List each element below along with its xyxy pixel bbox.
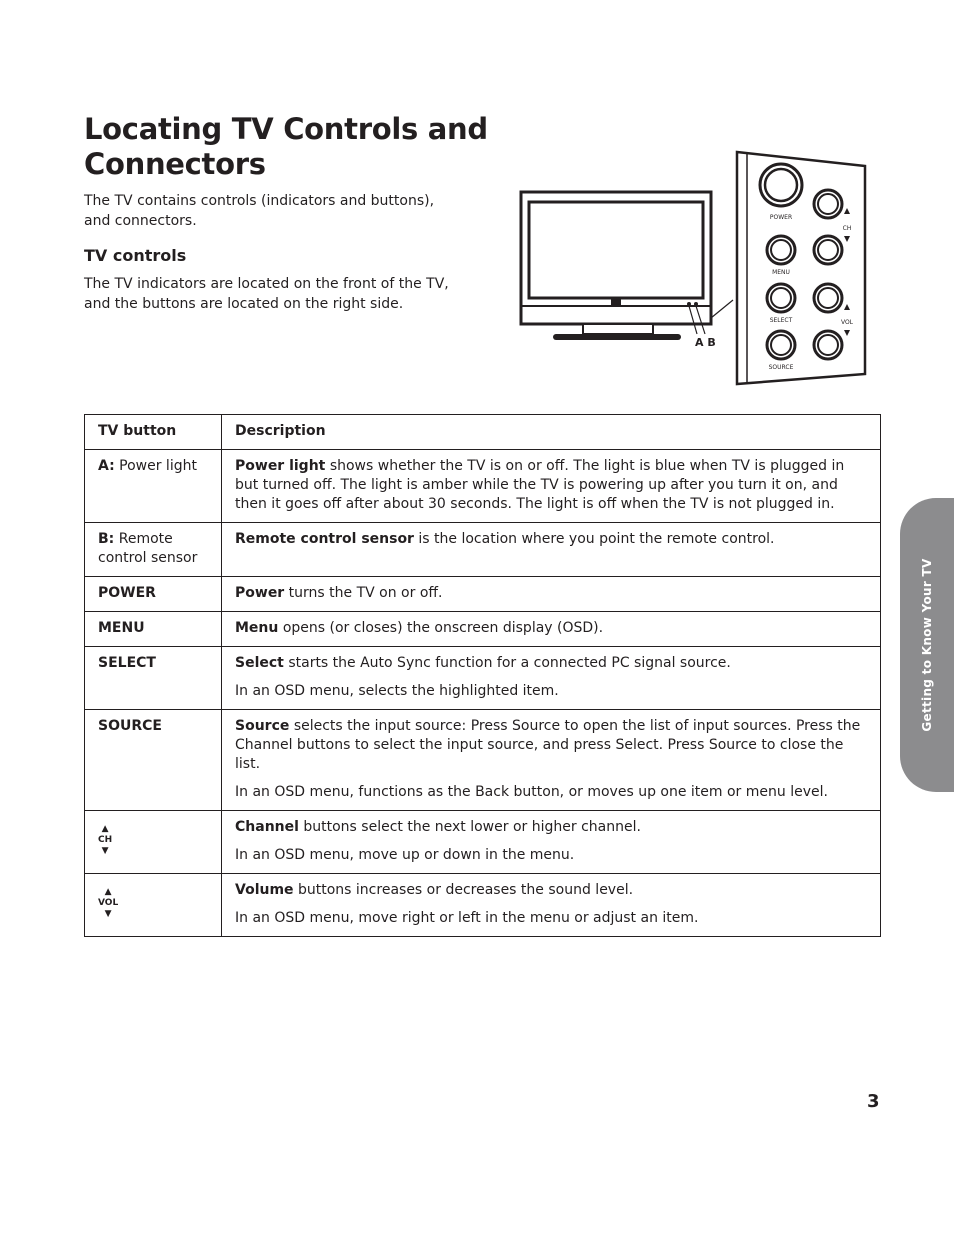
row-desc-bold: Power light <box>235 458 326 474</box>
header-cell-button: TV button <box>85 415 222 450</box>
row-desc: buttons select the next lower or higher channel. <box>298 819 641 835</box>
tv-controls-table <box>84 414 881 937</box>
section-heading: TV controls <box>84 246 187 265</box>
row-key: SOURCE <box>98 718 162 734</box>
row-desc: turns the TV on or off. <box>284 585 443 601</box>
row-desc-extra: In an OSD menu, selects the highlighted item. <box>235 683 559 699</box>
table-row <box>85 523 881 577</box>
channel-arrows-icon <box>98 824 112 857</box>
row-desc: is the location where you point the remote control. <box>413 531 775 547</box>
table-row <box>85 811 881 874</box>
vol-icon-label: VOL <box>98 898 119 908</box>
table-row <box>85 450 881 523</box>
arrow-up-icon: ▲ <box>104 887 112 897</box>
table-header-row <box>85 415 881 450</box>
arrow-down-icon: ▼ <box>104 909 112 919</box>
indicator-label: A B <box>695 336 716 349</box>
table-row <box>85 612 881 647</box>
row-desc-bold: Menu <box>235 620 279 636</box>
button-panel-icon <box>737 152 865 384</box>
row-desc-extra: In an OSD menu, move up or down in the menu. <box>235 847 575 863</box>
ch-label: CH <box>842 225 852 232</box>
page-title: Locating TV Controls and Connectors <box>84 112 488 181</box>
tv-controls-diagram <box>515 148 875 390</box>
power-label: POWER <box>769 214 793 221</box>
row-desc-bold: Channel <box>235 819 299 835</box>
row-desc-bold: Select <box>235 655 284 671</box>
row-key: B: <box>98 531 115 547</box>
intro-paragraph: The TV contains controls (indicators and buttons), and connectors. <box>84 193 435 229</box>
table-row <box>85 577 881 612</box>
row-desc-extra: In an OSD menu, move right or left in the menu or adjust an item. <box>235 910 699 926</box>
table-row <box>85 647 881 710</box>
row-desc: starts the Auto Sync function for a connected PC signal source. <box>283 655 731 671</box>
row-desc: buttons increases or decreases the sound level. <box>293 882 634 898</box>
row-desc-bold: Power <box>235 585 285 601</box>
row-desc: opens (or closes) the onscreen display (OSD). <box>278 620 604 636</box>
menu-label: MENU <box>772 269 790 276</box>
row-key: POWER <box>98 585 156 601</box>
row-desc: selects the input source: Press Source to open the list of input sources. Press the Channel buttons to select the input source, and press Select. Press Source to close the list. <box>235 718 861 772</box>
row-desc-bold: Source <box>235 718 290 734</box>
page-number: 3 <box>867 1091 880 1112</box>
select-label: SELECT <box>769 317 793 324</box>
vol-label: VOL <box>840 319 854 326</box>
section-paragraph: The TV indicators are located on the front of the TV, and the buttons are located on the right side. <box>84 276 449 312</box>
row-key: MENU <box>98 620 145 636</box>
source-label: SOURCE <box>768 364 794 371</box>
header-cell-description: Description <box>222 415 881 450</box>
row-key: A: <box>98 458 115 474</box>
row-key-text: Remote control sensor <box>98 531 198 566</box>
row-desc-bold: Volume <box>235 882 294 898</box>
tv-front-icon <box>521 192 733 340</box>
table-row <box>85 710 881 811</box>
row-desc-bold: Remote control sensor <box>235 531 414 547</box>
row-key: SELECT <box>98 655 156 671</box>
ch-icon-label: CH <box>98 835 113 845</box>
row-key-text: Power light <box>114 458 197 474</box>
arrow-up-icon: ▲ <box>101 824 109 834</box>
chapter-tab <box>900 498 954 792</box>
table-row <box>85 874 881 937</box>
volume-arrows-icon <box>98 887 118 920</box>
row-desc: shows whether the TV is on or off. The light is blue when TV is plugged in but turned off. The light is amber while the TV is powering up after you turn it on, and then it goes off after about 30 seconds. The light is off when the TV is not plugged in. <box>235 458 845 512</box>
arrow-down-icon: ▼ <box>101 846 109 856</box>
chapter-tab-label: Getting to Know Your TV <box>920 558 934 732</box>
row-desc-extra: In an OSD menu, functions as the Back button, or moves up one item or menu level. <box>235 784 828 800</box>
